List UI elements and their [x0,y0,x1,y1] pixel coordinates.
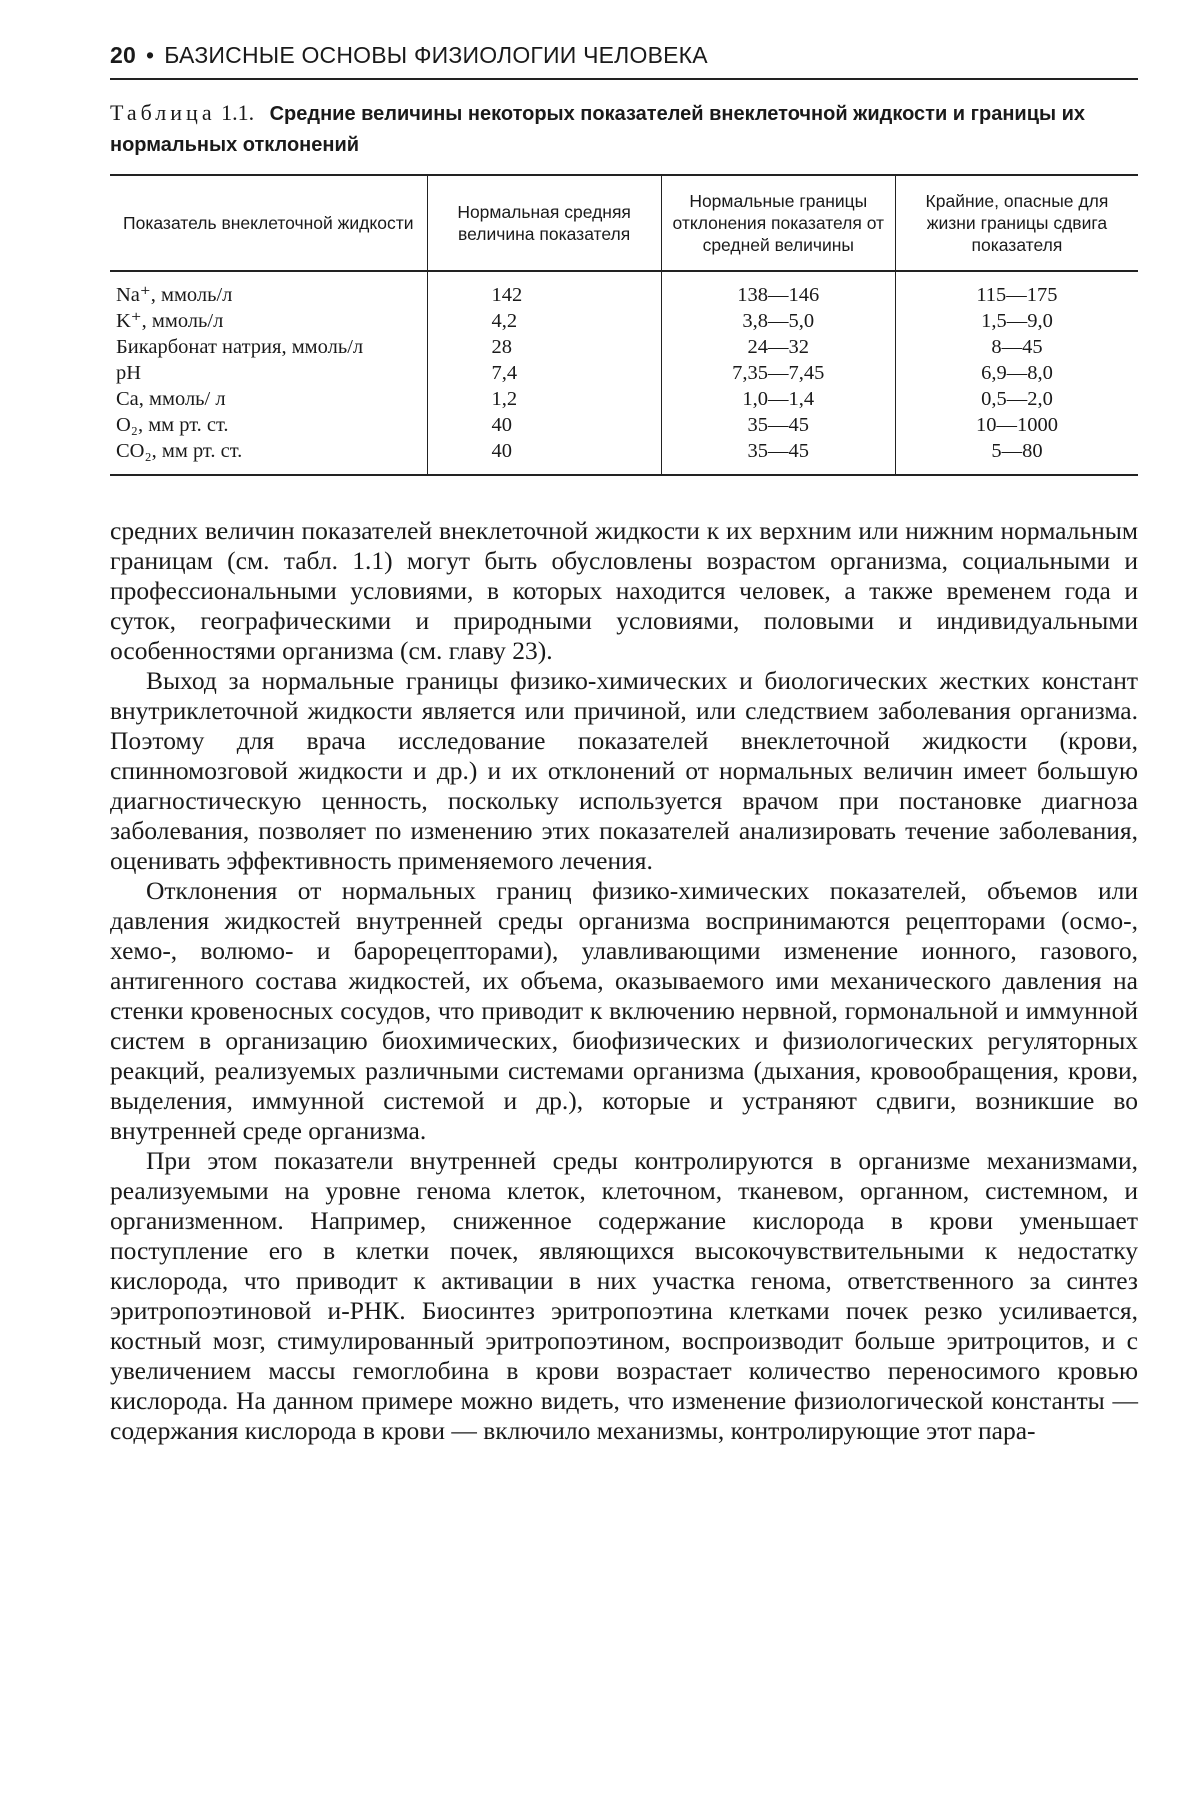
table-cell: 142 [427,271,661,308]
table-cell: 7,35—7,45 [661,360,895,386]
table-cell: 8—45 [895,334,1138,360]
table-cell: 10—1000 [895,412,1138,438]
table-cell: 7,4 [427,360,661,386]
header-separator: • [145,42,155,68]
table-cell: O₂, мм рт. ст. [116,414,229,436]
table-cell: CO₂, мм рт. ст. [116,440,243,462]
running-title: БАЗИСНЫЕ ОСНОВЫ ФИЗИОЛОГИИ ЧЕЛОВЕКА [164,42,708,68]
table-cell: 3,8—5,0 [661,308,895,334]
table-row [110,308,1138,334]
table-cell: Са, ммоль/ л [116,388,226,410]
table-cell: 1,2 [427,386,661,412]
table-cell: Бикарбонат натрия, ммоль/л [116,336,364,358]
table-cell: 138—146 [661,271,895,308]
header-rule [110,78,1138,80]
body-text [110,516,1138,1446]
table-cell: 35—45 [661,412,895,438]
paragraph: Отклонения от нормальных границ физико-химических показателей, объемов или давления жидкостей внутренней среды организма воспринимаются рецепторами (осмо-, хемо-, волюмо- и барорецепторами), улавливающими изменение ионного, газового, антигенного состава жидкостей, их объема, оказываемого ими механического давления на стенки кровеносных сосудов, что приводит к включению нервной, гормональной и иммунной систем в организацию биохимических, биофизических и физиологических регуляторных реакций, реализуемых различными системами организма (дыхания, кровообращения, крови, выделения, иммунной системой и др.), которые и устраняют сдвиги, возникшие во внутренней среде организма. [110,876,1138,1145]
table-row [110,412,1138,438]
table-cell: 24—32 [661,334,895,360]
table-cell: K⁺, ммоль/л [116,310,224,332]
paragraph: средних величин показателей внеклеточной жидкости к их верхним или нижним нормальным границам (см. табл. 1.1) могут быть обусловлены возрастом организма, социальными и профессиональными условиями, в которых находится человек, а также временем года и суток, географическими и природными условиями, половыми и индивидуальными особенностями организма (см. главу 23). [110,516,1138,665]
table-cell: 6,9—8,0 [895,360,1138,386]
table-cell: 40 [427,438,661,474]
table-cell: 0,5—2,0 [895,386,1138,412]
column-header: Нормальная средняя величина показателя [427,175,661,271]
table-header-row [110,175,1138,271]
paragraph: Выход за нормальные границы физико-химических и биологических жестких констант внутриклеточной жидкости является или причиной, или следствием заболевания организма. Поэтому для врача исследование показателей внеклеточной жидкости (крови, спинномозговой жидкости и др.) и их отклонений от нормальных величин имеет большую диагностическую ценность, поскольку используется врачом при постановке диагноза заболевания, позволяет по изменению этих показателей анализировать течение заболевания, оценивать эффективность применяемого лечения. [110,666,1138,875]
table-cell: 5—80 [895,438,1138,474]
table-cell: pH [116,362,142,384]
page-number: 20 [110,42,136,68]
column-header: Нормальные границы отклонения показателя от средней величины [661,175,895,271]
table-cell: 28 [427,334,661,360]
paragraph: При этом показатели внутренней среды контролируются в организме механизмами, реализуемыми на уровне генома клеток, клеточном, тканевом, органном, системном, и организменном. Например, сниженное содержание кислорода в крови уменьшает поступление его в клетки почек, являющихся высокочувствительными к недостатку кислорода, что приводит к активации в них участка генома, ответственного за синтез эритропоэтиновой и-РНК. Биосинтез эритропоэтина клетками почек резко усиливается, костный мозг, стимулированный эритропоэтином, воспроизводит больше эритроцитов, и с увеличением массы гемоглобина в крови возрастает количество переносимого кровью кислорода. На данном примере можно видеть, что изменение физиологической константы — содержания кислорода в крови — включило механизмы, контролирующие этот пара- [110,1146,1138,1445]
table-caption-label: Таблица [110,100,216,125]
table-cell: 115—175 [895,271,1138,308]
column-header: Крайние, опасные для жизни границы сдвига показателя [895,175,1138,271]
table-caption [110,98,1138,160]
table-cell: Na⁺, ммоль/л [116,284,233,306]
table-row [110,386,1138,412]
data-table [110,174,1138,474]
table-cell: 4,2 [427,308,661,334]
table-row [110,360,1138,386]
table-caption-number: 1.1. [221,100,255,125]
book-page [110,40,1138,1446]
running-head [110,40,1138,70]
table-cell: 40 [427,412,661,438]
table-caption-title: Средние величины некоторых показателей внеклеточной жидкости и границы их нормальных отклонений [110,103,1086,156]
table-cell: 1,5—9,0 [895,308,1138,334]
table-row [110,271,1138,308]
table-bottom-rule [110,474,1138,476]
column-header: Показатель внеклеточной жидкости [110,175,427,271]
table-cell: 35—45 [661,438,895,474]
table-row [110,438,1138,474]
table-cell: 1,0—1,4 [661,386,895,412]
table-row [110,334,1138,360]
